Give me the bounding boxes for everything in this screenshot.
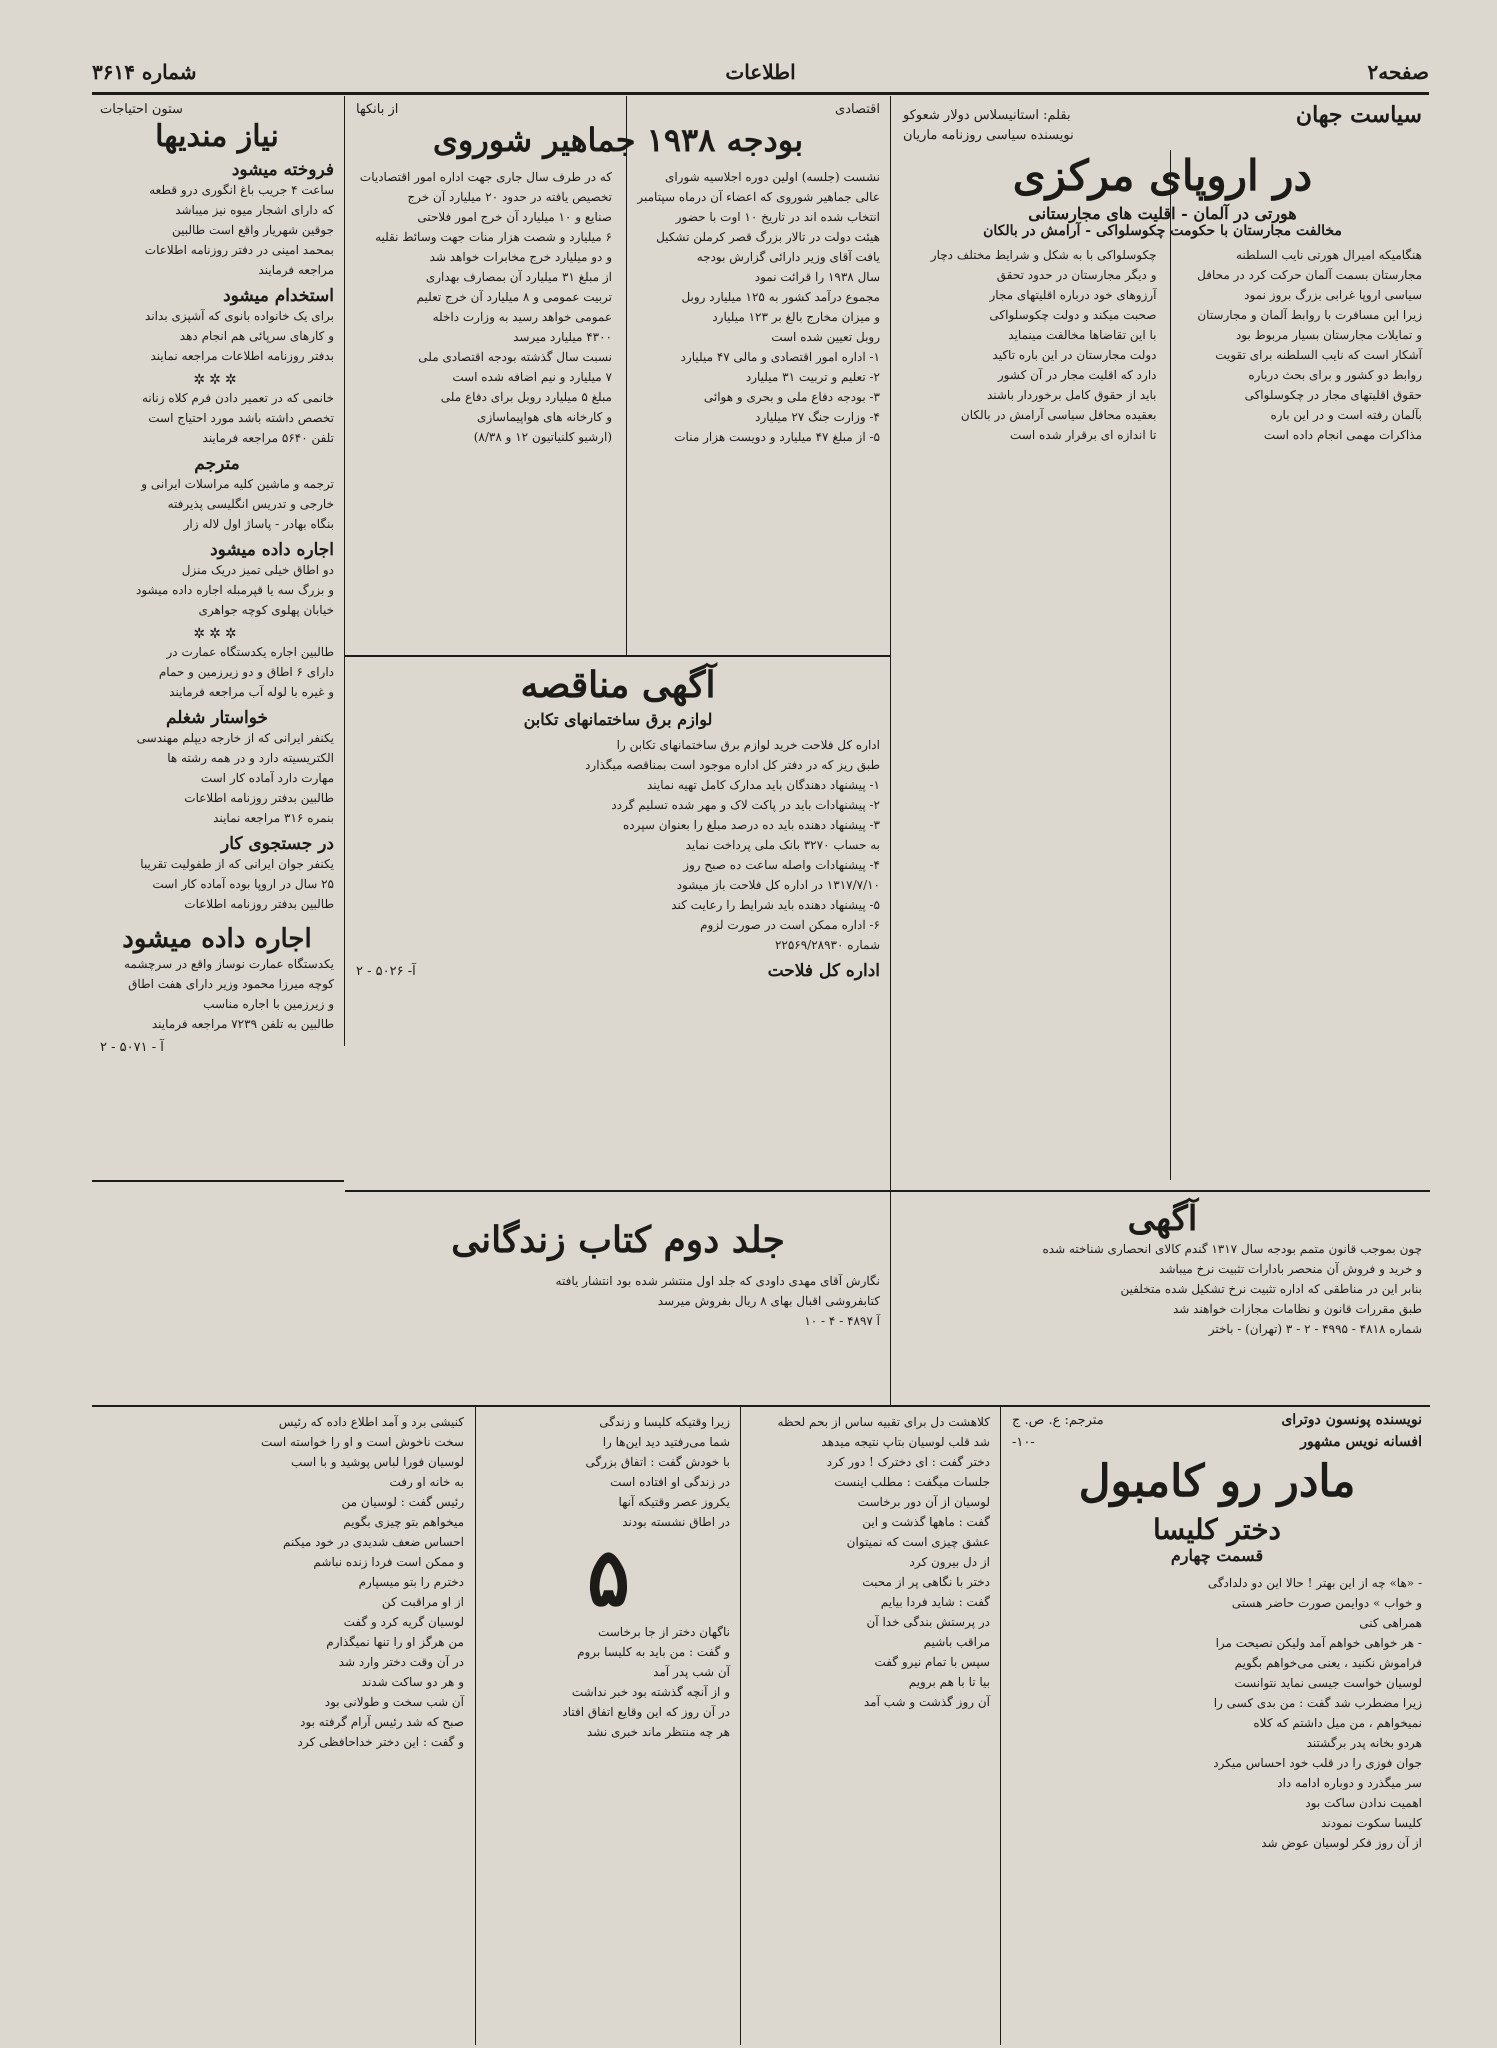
text-line: جلسات میگفت : مطلب اینست bbox=[834, 1475, 990, 1489]
text-line: چون بموجب قانون متمم بودجه سال ۱۳۱۷ گندم کالای انحصاری شناخته شده bbox=[1042, 1242, 1422, 1256]
text-line: با این تقاضاها مخالفت مینماید bbox=[1008, 328, 1157, 342]
text-line: (ارشیو کلنیاتیون ۱۲ و ۸/۳۸) bbox=[473, 430, 612, 444]
subheading: لوازم برق ساختمانهای تکابن bbox=[523, 710, 713, 729]
text-line: از آن روز فکر لوسیان عوض شد bbox=[1261, 1836, 1422, 1850]
text-line: طالبین اجاره یکدستگاه عمارت در bbox=[166, 645, 334, 659]
text-line: سال ۱۹۳۸ را قرائت نمود bbox=[754, 270, 880, 284]
text-line: مذاکرات مهمی انجام داده است bbox=[1263, 428, 1422, 442]
text-line: ۱- اداره امور اقتصادی و مالی ۴۷ میلیارد bbox=[680, 350, 880, 364]
text-line: شما می‌رفتید دید این‌ها را bbox=[602, 1435, 730, 1449]
text-line: آ ۴۸۹۷ - ۴ - ۱۰ bbox=[804, 1314, 880, 1328]
text-line: حقوق اقلیتهای مجار در چکوسلواکی bbox=[1244, 388, 1422, 402]
text-line: ۳- پیشنهاد دهنده باید ده درصد مبلغ را بعنوان سپرده bbox=[623, 818, 880, 832]
text-line: در زندگی او افتاده است bbox=[610, 1475, 730, 1489]
text-line: من هرگز او را تنها نمیگذارم bbox=[326, 1635, 464, 1649]
politics-col-left bbox=[903, 245, 1157, 445]
text-line: سخت ناخوش است و او را خواسته است bbox=[260, 1435, 464, 1449]
paper-title: اطلاعات bbox=[725, 60, 796, 84]
book-notice bbox=[348, 1195, 888, 1403]
politics-col-right bbox=[1169, 245, 1423, 445]
text-line: آرزوهای خود درباره اقلیتهای مجار bbox=[989, 288, 1157, 302]
text-line: کوچه میرزا محمود وزیر دارای هفت اطاق bbox=[128, 977, 334, 991]
novel-subtitle: دختر کلیسا bbox=[1153, 1513, 1281, 1546]
text-line: کلاهشت دل برای تقبیه ساس از بحم لحظه bbox=[777, 1415, 990, 1429]
headline: جلد دوم کتاب زندگانی bbox=[451, 1219, 785, 1261]
text-line: طالبین بدفتر روزنامه اطلاعات bbox=[184, 897, 334, 911]
text-line: که دارای اشجار میوه نیز میباشد bbox=[175, 203, 334, 217]
text-line: سیاسی اروپا غرابی بزرگ بروز نمود bbox=[1244, 288, 1422, 302]
text-line: بنمره ۳۱۶ مراجعه نمایند bbox=[213, 811, 334, 825]
text-line: آشکار است که نایب السلطنه برای تقویت bbox=[1215, 348, 1422, 362]
text-line: عالی جماهیر شوروی که اعضاء آن درماه سپتامبر bbox=[637, 190, 880, 204]
text-line: کتابفروشی اقبال بهای ۸ ریال بفروش میرسد bbox=[657, 1294, 880, 1308]
text-line: ۴۳۰۰ میلیارد میرسد bbox=[513, 330, 612, 344]
heading-rent-large: اجاره داده میشود bbox=[122, 924, 312, 954]
translator: مترجم: ع. ص. ج bbox=[1012, 1412, 1104, 1428]
text-line: الکتریسیته دارد و در همه رشته ها bbox=[167, 751, 334, 765]
text-line: دخترم را بتو میسپارم bbox=[358, 1575, 464, 1589]
text-line: و بزرگ سه یا قپرمبله اجاره داده میشود bbox=[135, 583, 334, 597]
text-line: اهمیت ندادن ساکت بود bbox=[1305, 1796, 1422, 1810]
ad-for-sale bbox=[100, 180, 334, 280]
text-line: ۲- تعلیم و تربیت ۳۱ میلیارد bbox=[745, 370, 880, 384]
heading-job-wanted: خواستار شغلم bbox=[165, 708, 269, 728]
text-line: لوسیان خواست جیسی نماید نتوانست bbox=[1234, 1676, 1422, 1690]
grain-notice bbox=[895, 1195, 1430, 1403]
text-line: ۵- از مبلغ ۴۷ میلیارد و دویست هزار منات bbox=[674, 430, 880, 444]
text-line: آن شب پدر آمد bbox=[653, 1665, 730, 1679]
text-line: طالبین به تلفن ۷۲۳۹ مراجعه فرمایند bbox=[151, 1017, 334, 1031]
text-line: هردو بخانه پدر برگشتند bbox=[1306, 1736, 1422, 1750]
headline: در اروپای مرکزی bbox=[1012, 151, 1313, 200]
text-line: زیرا مضطرب شد گفت : من بدی کسی را bbox=[1213, 1696, 1422, 1710]
budget-col-right bbox=[624, 167, 880, 447]
text-line: یکنفر جوان ایرانی که از طفولیت تقریبا bbox=[140, 857, 334, 871]
text-line: که در طرف سال جاری جهت اداره امور اقتصادیات bbox=[359, 170, 612, 184]
text-line: - «ها» چه از این بهتر ! حالا این دو دلدادگی bbox=[1207, 1576, 1422, 1590]
byline: بقلم: استانیسلاس دولار شعوکو bbox=[903, 107, 1071, 123]
text-line: چکوسلواکی با به شکل و شرایط مختلف دچار bbox=[930, 248, 1157, 262]
text-line: نمیخواهم ، من میل داشتم که کلاه bbox=[1253, 1716, 1422, 1730]
text-line: لوسیان فورا لباس پوشید و با اسب bbox=[290, 1455, 464, 1469]
text-line: نسبت سال گذشته بودجه اقتصادی ملی bbox=[418, 350, 612, 364]
text-line: ۴- پیشنهادات واصله ساعت ده صبح روز bbox=[683, 858, 880, 872]
text-line: ۶- اداره ممکن است در صورت لزوم bbox=[700, 918, 880, 932]
serial-text-1 bbox=[1012, 1573, 1422, 1853]
text-line: هر چه منتظر ماند خبری نشد bbox=[586, 1725, 730, 1739]
text-line: و هر دو ساکت شدند bbox=[361, 1675, 464, 1689]
tender-notice bbox=[348, 660, 888, 1188]
text-line: ۲۵ سال در اروپا بوده آماده کار است bbox=[152, 877, 334, 891]
section-tag-left: از بانکها bbox=[356, 102, 399, 117]
installment-number: -۱۰- bbox=[1012, 1434, 1035, 1450]
text-line: تخصص داشته باشد مورد احتیاج است bbox=[148, 411, 334, 425]
ad-code: آ - ۵۰۷۱ - ۲ bbox=[100, 1040, 164, 1055]
text-line: طبق ریز که در دفتر کل اداره موجود است بمناقصه میگذارد bbox=[585, 758, 880, 772]
text-line: و کارخانه های هواپیماسازی bbox=[477, 410, 612, 424]
text-line: مبلغ ۵ میلیارد روبل برای دفاع ملی bbox=[440, 390, 612, 404]
text-line: و دیگر مجارستان در حدود تحقق bbox=[996, 268, 1157, 282]
author: نویسنده پونسون دوترای bbox=[1281, 1412, 1422, 1428]
text-line: و غیره با لوله آب مراجعه فرمایند bbox=[169, 685, 334, 699]
text-line: دولت مجارستان در این باره تاکید bbox=[992, 348, 1157, 362]
text-line: در آن وقت دختر وارد شد bbox=[338, 1655, 464, 1669]
text-line: عمومی خواهد رسید به وزارت داخله bbox=[432, 310, 612, 324]
serial-text-2 bbox=[744, 1408, 998, 2043]
book-body bbox=[356, 1271, 880, 1331]
serial-text-4 bbox=[92, 1408, 472, 2043]
text-line: در اطاق نشسته بودند bbox=[622, 1515, 730, 1529]
text-line: مراقب باشیم bbox=[923, 1635, 990, 1649]
page-number: صفحه۲ bbox=[1367, 60, 1429, 84]
text-line: از او مراقبت کن bbox=[381, 1595, 464, 1609]
text-line: ۱- پیشنهاد دهندگان باید مدارک کامل تهیه نمایند bbox=[646, 778, 880, 792]
text-line: شماره ۲۲۵۶۹/۲۸۹۳۰ bbox=[774, 938, 880, 952]
text-line: و ممکن است فردا زنده نباشم bbox=[313, 1555, 464, 1569]
text-line: گفت : شاید فردا بیایم bbox=[880, 1595, 990, 1609]
text-line: یکروز عصر وقتیکه آنها bbox=[618, 1495, 730, 1509]
text-line: از دل بیرون کرد bbox=[909, 1555, 990, 1569]
text-line: صنایع و ۱۰ میلیارد آن خرج امور فلاحتی bbox=[417, 210, 612, 224]
text-line: جوقین شهریار واقع است طالبین bbox=[171, 223, 334, 237]
headline: آگهی مناقصه bbox=[520, 664, 716, 706]
text-line: ۳- بودجه دفاع ملی و بحری و هوائی bbox=[703, 390, 880, 404]
text-line: نشست (جلسه) اولین دوره اجلاسیه شورای bbox=[664, 170, 880, 184]
text-line: آن روز گذشت و شب آمد bbox=[863, 1695, 990, 1709]
text-line: یکنفر ایرانی که از خارجه دیپلم مهندسی bbox=[136, 731, 334, 745]
heading-job-search: در جستجوی کار bbox=[221, 834, 334, 854]
text-line: مجارستان بسمت آلمان حرکت کرد در محافل bbox=[1197, 268, 1422, 282]
text-line: نگارش آقای مهدی داودی که جلد اول منتشر شده بود انتشار یافته bbox=[555, 1274, 880, 1288]
headline: بودجه ۱۹۳۸ جماهیر شوروی bbox=[432, 121, 804, 159]
text-line: کنیشی برد و آمد اطلاع داده که رئیس bbox=[278, 1415, 464, 1429]
text-line: بنگاه بهادر - پاساژ اول لاله زار bbox=[183, 517, 334, 531]
text-line: به خانه او رفت bbox=[389, 1475, 464, 1489]
text-line: تربیت عمومی و ۸ میلیارد آن خرج تعلیم bbox=[416, 290, 612, 304]
text-line: بدفتر روزنامه اطلاعات مراجعه نمایند bbox=[150, 349, 334, 363]
section-tag: اقتصادی bbox=[835, 102, 880, 117]
text-line: و کارهای سرپائی هم انجام دهد bbox=[179, 329, 334, 343]
text-line: لوسیان گریه کرد و گفت bbox=[343, 1615, 464, 1629]
text-line: برای یک خانواده بانوی که آشپزی بداند bbox=[145, 309, 334, 323]
notice-body bbox=[903, 1239, 1422, 1339]
text-line: بمحمد امینی در دفتر روزنامه اطلاعات bbox=[144, 243, 334, 257]
text-line: شماره ۴۸۱۸ - ۴۹۹۵ - ۲ - ۳ (تهران) - باختر bbox=[1208, 1322, 1422, 1336]
text-line: ۷ میلیارد و نیم اضافه شده است bbox=[452, 370, 612, 384]
ad-translator bbox=[100, 474, 334, 534]
text-line: هیئت دولت در تالار بزرگ قصر کرملن تشکیل bbox=[656, 230, 880, 244]
text-line: لوسیان از آن دور برخاست bbox=[857, 1495, 990, 1509]
budget-col-left bbox=[356, 167, 612, 447]
text-line: ۵- پیشنهاد دهنده باید شرایط را رعایت کند bbox=[671, 898, 880, 912]
text-line: در پرستش بندگی خدا آن bbox=[866, 1615, 990, 1629]
text-line: دختر گفت : ای دخترک ! دور کرد bbox=[826, 1455, 990, 1469]
text-line: یافت آقای وزیر دارائی گزارش بودجه bbox=[696, 250, 880, 264]
text-line: احساس ضعف شدیدی در خود میکنم bbox=[282, 1535, 464, 1549]
heading-rent: اجاره داده میشود bbox=[210, 540, 334, 560]
text-line: صبح که شد رئیس آرام گرفته بود bbox=[300, 1715, 464, 1729]
ad-job-wanted bbox=[100, 728, 334, 828]
text-line: و زیرزمین با اجاره مناسب bbox=[203, 997, 334, 1011]
text-line: مراجعه فرمایند bbox=[258, 263, 334, 277]
text-line: گفت : ماهها گذشت و این bbox=[862, 1515, 990, 1529]
author-kind: افسانه نویس مشهور bbox=[1300, 1434, 1422, 1450]
subheading-1: هورتی در آلمان - اقلیت های مجارستانی bbox=[1028, 204, 1297, 223]
ad-code: آ- ۵۰۲۶ - ۲ bbox=[356, 963, 416, 979]
text-line: میخواهم بتو چیزی بگویم bbox=[343, 1515, 464, 1529]
text-line: زیرا این مسافرت با روابط آلمان و مجارستان bbox=[1197, 308, 1422, 322]
text-line: تلفن ۵۶۴۰ مراجعه فرمایند bbox=[202, 431, 334, 445]
ad-rent-rooms bbox=[100, 560, 334, 620]
text-line: روابط دو کشور و برای بحث درباره bbox=[1248, 368, 1422, 382]
text-line: طالبین بدفتر روزنامه اطلاعات bbox=[184, 791, 334, 805]
ad-rent-building bbox=[100, 642, 334, 702]
chapter-numeral: ۵ bbox=[587, 1530, 630, 1624]
text-line: صحبت میکند و دولت چکوسلواکی bbox=[989, 308, 1157, 322]
text-line: خانمی که در تعمیر دادن فرم کلاه زنانه bbox=[142, 391, 334, 405]
heading-for-sale: فروخته میشود bbox=[231, 160, 334, 180]
byline-2: نویسنده سیاسی روزنامه ماریان bbox=[903, 128, 1074, 143]
divider-stars: ✲✲✲ bbox=[193, 372, 241, 388]
text-line: و گفت : این دختر خداحافظی کرد bbox=[297, 1735, 464, 1749]
text-line: خیابان پهلوی کوچه جواهری bbox=[198, 603, 334, 617]
ad-hat-maker bbox=[100, 388, 334, 448]
ad-hiring bbox=[100, 306, 334, 366]
headline: آگهی bbox=[1127, 1199, 1198, 1239]
serial-title-column bbox=[1004, 1408, 1430, 2043]
text-line: زیرا وقتیکه کلیسا و زندگی bbox=[599, 1415, 730, 1429]
section-title: سیاست جهان bbox=[1295, 102, 1422, 128]
divider-stars-2: ✲✲✲ bbox=[193, 626, 241, 642]
text-line: ۲- پیشنهادات باید در پاکت لاک و مهر شده تسلیم گردد bbox=[611, 798, 880, 812]
text-line: تخصیص یافته در حدود ۲۰ میلیارد آن خرج bbox=[407, 190, 612, 204]
text-line: در آن روز که این وقایع اتفاق افتاد bbox=[562, 1705, 730, 1719]
text-line: فراموش نکنید ، یعنی می‌خواهم بگویم bbox=[1234, 1656, 1422, 1670]
part-label: قسمت چهارم bbox=[1170, 1546, 1264, 1565]
section-title: ستون احتیاجات bbox=[100, 102, 183, 117]
text-line: جوان فوزی را در قلب خود احساس میکرد bbox=[1213, 1756, 1422, 1770]
text-line: هنگامیکه امیرال هورتی نایب السلطنه bbox=[1235, 248, 1422, 262]
text-line: انتخاب شده اند در تاریخ ۱۰ اوت با حضور bbox=[675, 210, 880, 224]
text-line: و دو میلیارد خرج مخابرات خواهد شد bbox=[429, 250, 612, 264]
text-line: بعقیده محافل سیاسی آرامش در بالکان bbox=[960, 408, 1157, 422]
text-line: بآلمان رفته است و در این باره bbox=[1270, 408, 1422, 422]
politics-article bbox=[895, 98, 1430, 1183]
subheading-2: مخالفت مجارستان با حکومت چکوسلواکی - آرامش در بالکان bbox=[983, 223, 1342, 239]
text-line: ۴- وزارت جنگ ۲۷ میلیارد bbox=[755, 410, 880, 424]
text-line: دارد که اقلیت مجار در آن کشور bbox=[997, 368, 1157, 382]
text-line: دختر با نگاهی پر از محبت bbox=[862, 1575, 990, 1589]
text-line: یکدستگاه عمارت نوساز واقع در سرچشمه bbox=[123, 957, 334, 971]
headline: نیاز مندیها bbox=[155, 119, 279, 154]
text-line: از مبلغ ۳۱ میلیارد آن بمصارف بهداری bbox=[425, 270, 612, 284]
serial-text-3 bbox=[479, 1408, 738, 2043]
text-line: بیا تا با هم برویم bbox=[908, 1675, 990, 1689]
heading-translator: مترجم bbox=[194, 454, 240, 474]
issue-number: شماره ۳۶۱۴ bbox=[92, 60, 197, 84]
text-line: - هر خواهی خواهم آمد ولیکن نصیحت مرا bbox=[1215, 1636, 1422, 1650]
text-line: ۱۳۱۷/۷/۱۰ در اداره کل فلاحت باز میشود bbox=[676, 878, 880, 892]
text-line: اداره کل فلاحت خرید لوازم برق ساختمانهای تکابن را bbox=[616, 738, 880, 752]
text-line: کلیسا سکوت نمودند bbox=[1321, 1816, 1422, 1830]
text-line: شد قلب لوسیان بتاپ نتیجه میدهد bbox=[821, 1435, 990, 1449]
text-line: باید از حقوق کامل برخوردار باشند bbox=[986, 388, 1157, 402]
text-line: و خواب » دوایمن صورت حاضر هستی bbox=[1231, 1596, 1422, 1610]
text-line: رئیس گفت : لوسیان من bbox=[341, 1495, 464, 1509]
text-line: ناگهان دختر از جا برخاست bbox=[597, 1625, 730, 1639]
text-line: خارجی و تدریس انگلیسی پذیرفته bbox=[167, 497, 334, 511]
masthead bbox=[92, 52, 1429, 95]
text-line: و از آنچه گذشته بود خبر نداشت bbox=[571, 1685, 730, 1699]
text-line: تا اندازه ای برقرار شده است bbox=[1010, 428, 1157, 442]
text-line: ترجمه و ماشین کلیه مراسلات ایرانی و bbox=[141, 477, 334, 491]
text-line: دو اطاق خیلی تمیز دریک منزل bbox=[181, 563, 334, 577]
text-line: عشق چیزی است که نمیتوان bbox=[846, 1535, 990, 1549]
signature: اداره کل فلاحت bbox=[767, 961, 880, 981]
ad-job-search bbox=[100, 854, 334, 914]
text-line: و گفت : من باید به کلیسا بروم bbox=[577, 1645, 730, 1659]
text-line: طبق مقررات قانون و نظامات مجازات خواهند شد bbox=[1173, 1302, 1422, 1316]
text-line: با خودش گفت : اتفاق بزرگی bbox=[585, 1455, 730, 1469]
text-line: بنابر این در مناطقی که اداره تثبیت نرخ تشکیل شده متخلفین bbox=[1120, 1282, 1422, 1296]
text-line: ساعت ۴ جریب باغ انگوری درو قطعه bbox=[149, 183, 334, 197]
text-line: و میزان مخارج بالغ بر ۱۲۳ میلیارد bbox=[712, 310, 880, 324]
classifieds-column bbox=[92, 98, 342, 1403]
heading-hiring: استخدام میشود bbox=[223, 286, 334, 306]
text-line: مهارت دارد آماده کار است bbox=[200, 771, 334, 785]
text-line: روبل تعیین شده است bbox=[771, 330, 880, 344]
text-line: و خرید و فروش آن منحصر بادارات تثبیت نرخ میباشد bbox=[1159, 1262, 1422, 1276]
text-line: آن شب سخت و طولانی بود bbox=[324, 1695, 464, 1709]
novel-title: مادر رو کامبول bbox=[1078, 1456, 1356, 1507]
tender-body bbox=[356, 735, 880, 955]
text-line: سر میگذرد و دوباره ادامه داد bbox=[1277, 1776, 1422, 1790]
text-line: به حساب ۳۲۷۰ بانک ملی پرداخت نماید bbox=[685, 838, 880, 852]
text-line: دارای ۶ اطاق و دو زیرزمین و حمام bbox=[158, 665, 334, 679]
text-line: مجموع درآمد کشور به ۱۲۵ میلیارد روبل bbox=[681, 290, 880, 304]
ad-rent-house bbox=[100, 954, 334, 1034]
text-line: و تمایلات مجارستان بسیار مربوط بود bbox=[1235, 328, 1422, 342]
text-line: همراهی کنی bbox=[1359, 1616, 1422, 1630]
text-line: ۶ میلیارد و شصت هزار منات جهت وسائط نقلیه bbox=[375, 230, 612, 244]
budget-article bbox=[348, 98, 888, 653]
text-line: سپس با تمام نیرو گفت bbox=[874, 1655, 990, 1669]
